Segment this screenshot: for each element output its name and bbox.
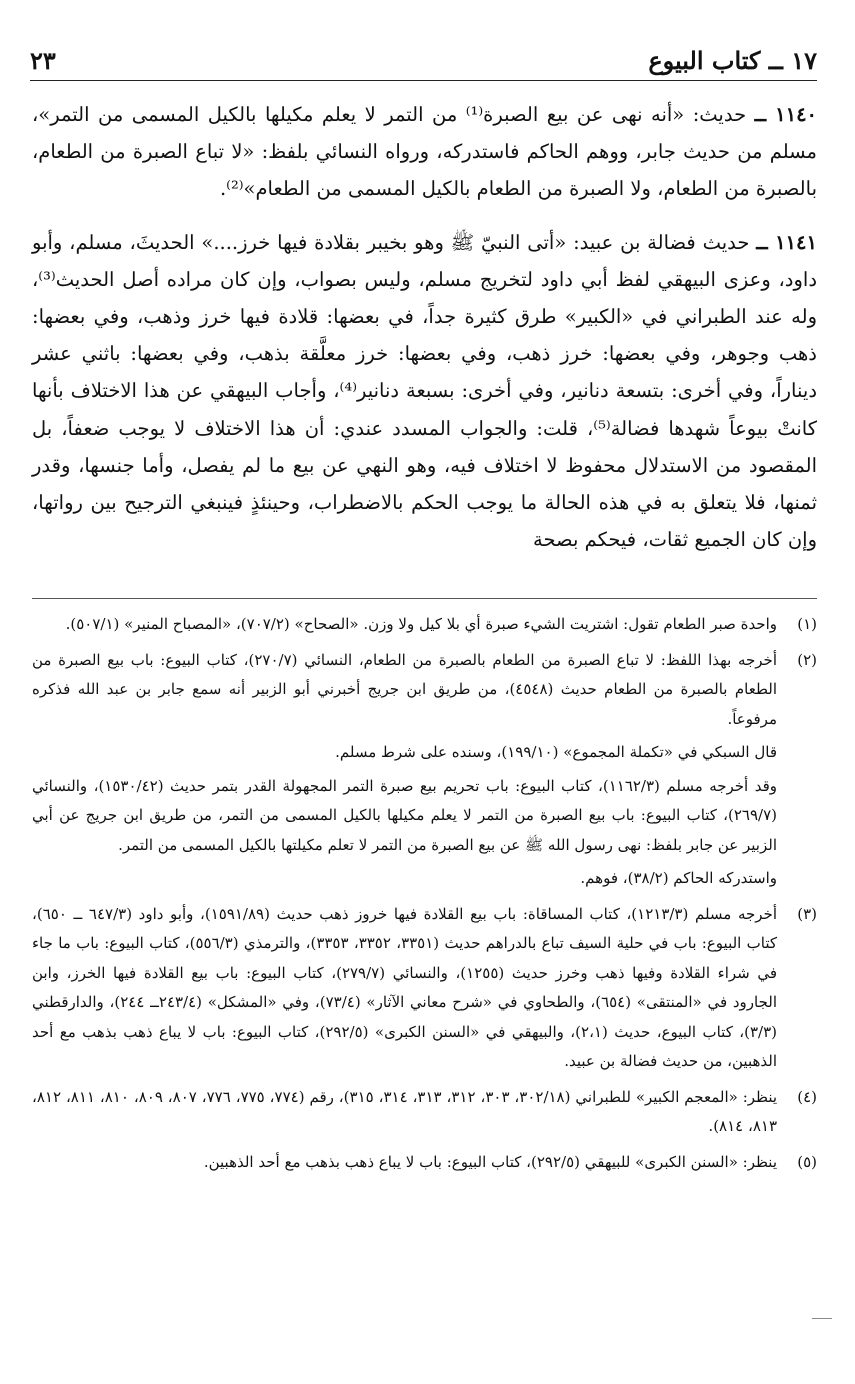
footnote-text [32, 1083, 777, 1142]
hadith-paragraph [32, 224, 817, 559]
hadith-number: ١١٤١ ــ [756, 230, 817, 254]
footnote [32, 900, 817, 1077]
footnote-text [32, 646, 777, 894]
footnote-text [32, 900, 777, 1077]
footnote [32, 646, 817, 894]
footnote-text [32, 1148, 777, 1178]
footnote-paragraph: أخرجه بهذا اللفظ: لا تباع الصبرة من الطعام بالصبرة من الطعام، النسائي (٢٧٠/٧)، كتاب البيوع: باب بيع الصبرة من الطعام بالصبرة من الطعام حديث (٤٥٤٨)، من طريق ابن جريج أخبرني أبو الزبير أنه سمع جابر بن عبد الله فذكره مرفوعاً. [32, 650, 777, 728]
footnote-number: (٢) [797, 650, 817, 669]
footnote [32, 1083, 817, 1142]
footnote-paragraph: وقد أخرجه مسلم (١١٦٢/٣)، كتاب البيوع: باب تحريم بيع صبرة التمر المجهولة القدر بتمر حديث (١٥٣٠/٤٢)، والنسائي (٢٦٩/٧)، كتاب البيوع: باب بيع الصبرة من التمر لا يعلم مكيلها بالكيل المسمى من التمر، من طريق ابن جريج عن أبي الزبير عن جابر بلفظ: نهى رسول الله ﷺ عن بيع الصبرة من التمر لا تعلم مكيلتها بالكيل المسمى من التمر. [32, 776, 777, 854]
margin-mark [812, 1318, 832, 1319]
footnote-number: (١) [797, 615, 817, 633]
running-header [30, 40, 817, 81]
footnote-number: (٣) [797, 904, 817, 923]
footnote-number: (٤) [797, 1087, 817, 1106]
main-text [32, 96, 817, 558]
hadith-text: حديث: «أنه نهى عن بيع الصبرة⁽¹⁾ من التمر لا يعلم مكيلها بالكيل المسمى من التمر»، مسلم من حديث جابر، ووهم الحاكم فاستدركه، ورواه النسائي بلفظ: «لا تباع الصبرة من الطعام، بالصبرة من الطعام، ولا الصبرة من الطعام بالكيل المسمى من الطعام»⁽²⁾. [32, 103, 817, 201]
footnotes [32, 610, 817, 1183]
footnote-separator [32, 598, 817, 599]
footnote-text [32, 610, 777, 640]
hadith-text: حديث فضالة بن عبيد: «أتى النبيّ ﷺ وهو بخيبر بقلادة فيها خرز....» الحديثَ، مسلم، وأبو داود، وعزى البيهقي لفظ أبي داود لتخريج مسلم، وليس بصواب، وإن كان مراده أصل الحديث⁽³⁾، وله عند الطبراني في «الكبير» طرق كثيرة جداً، في بعضها: قلادة فيها خرز وذهب، وفي بعضها: ذهب وجوهر، وفي بعضها: خرز ذهب، وفي بعضها: خرز معلَّقة بذهب، وفي بعضها: باثني عشر ديناراً، وفي أخرى: بتسعة دنانير، وفي أخرى: بسبعة دنانير⁽⁴⁾، وأجاب البيهقي عن هذا الاختلاف بأنها كانتْ بيوعاً شهدها فضالة⁽⁵⁾، قلت: والجواب المسدد عندي: أن هذا الاختلاف لا يوجب ضعفاً، بل المقصود من الاستدلال محفوظ لا اختلاف فيه، وهو النهي عن بيع ما لم يفصل، وأما جنسها، وقدر ثمنها، فلا يتعلق به في هذه الحالة ما يوجب الحكم بالاضطراب، وحينئذٍ فينبغي الترجيح بين رواتها، وإن كان الجميع ثقات، فيحكم بصحة [32, 230, 818, 552]
footnote-paragraph: قال السبكي في «تكملة المجموع» (١٩٩/١٠)، وسنده على شرط مسلم. [335, 743, 777, 761]
footnote-paragraph: أخرجه مسلم (١٢١٣/٣)، كتاب المساقاة: باب بيع القلادة فيها خروز ذهب حديث (١٥٩١/٨٩)، وأبو داود (٦٤٧/٣ ــ ٦٥٠)، كتاب البيوع: باب في حلية السيف تباع بالدراهم حديث (٣٣٥١، ٣٣٥٢، ٣٣٥٣)، والترمذي (٥٥٦/٣)، كتاب البيوع: باب ما جاء في شراء القلادة وفيها ذهب وخرز حديث (١٢٥٥)، والنسائي (٢٧٩/٧)، كتاب البيوع: باب بيع القلادة فيها الخرز، وابن الجارود في «المنتقى» (٦٥٤)، والطحاوي في «شرح معاني الآثار» (٧٣/٤)، وفي «المشكل» (٢٤٣/٤ــ ٢٤٤)، والدارقطني (٣/٣)، كتاب البيوع، حديث (٢،١)، والبيهقي في «السنن الكبرى» (٢٩٢/٥)، كتاب البيوع: باب لا يباع ذهب بذهب مع أحد الذهبين، من حديث فضالة بن عبيد. [32, 904, 778, 1070]
footnote [32, 610, 817, 640]
page-number: ٢٣ [30, 45, 56, 75]
footnote-number: (٥) [797, 1152, 817, 1171]
footnote-paragraph: ينظر: «السنن الكبرى» للبيهقي (٢٩٢/٥)، كتاب البيوع: باب لا يباع ذهب بذهب مع أحد الذهبين. [203, 1152, 777, 1171]
footnote-paragraph: ينظر: «المعجم الكبير» للطبراني (٣٠٢/١٨، ٣٠٣، ٣١٢، ٣١٣، ٣١٤، ٣١٥)، رقم (٧٧٤، ٧٧٥، ٧٧٦، ٨٠٧، ٨٠٩، ٨١٠، ٨١١، ٨١٢، ٨١٣، ٨١٤). [32, 1087, 778, 1135]
hadith-paragraph [32, 96, 817, 208]
footnote-paragraph: واستدركه الحاكم (٣٨/٢)، فوهم. [580, 869, 777, 887]
footnote [32, 1148, 817, 1178]
footnote-paragraph: واحدة صبر الطعام تقول: اشتريت الشيء صبرة أي بلا كيل ولا وزن. «الصحاح» (٧٠٧/٢)، «المصباح المنير» (٥٠٧/١). [65, 615, 777, 633]
chapter-title: ١٧ ــ كتاب البيوع [648, 45, 817, 75]
hadith-number: ١١٤٠ ــ [754, 103, 818, 126]
